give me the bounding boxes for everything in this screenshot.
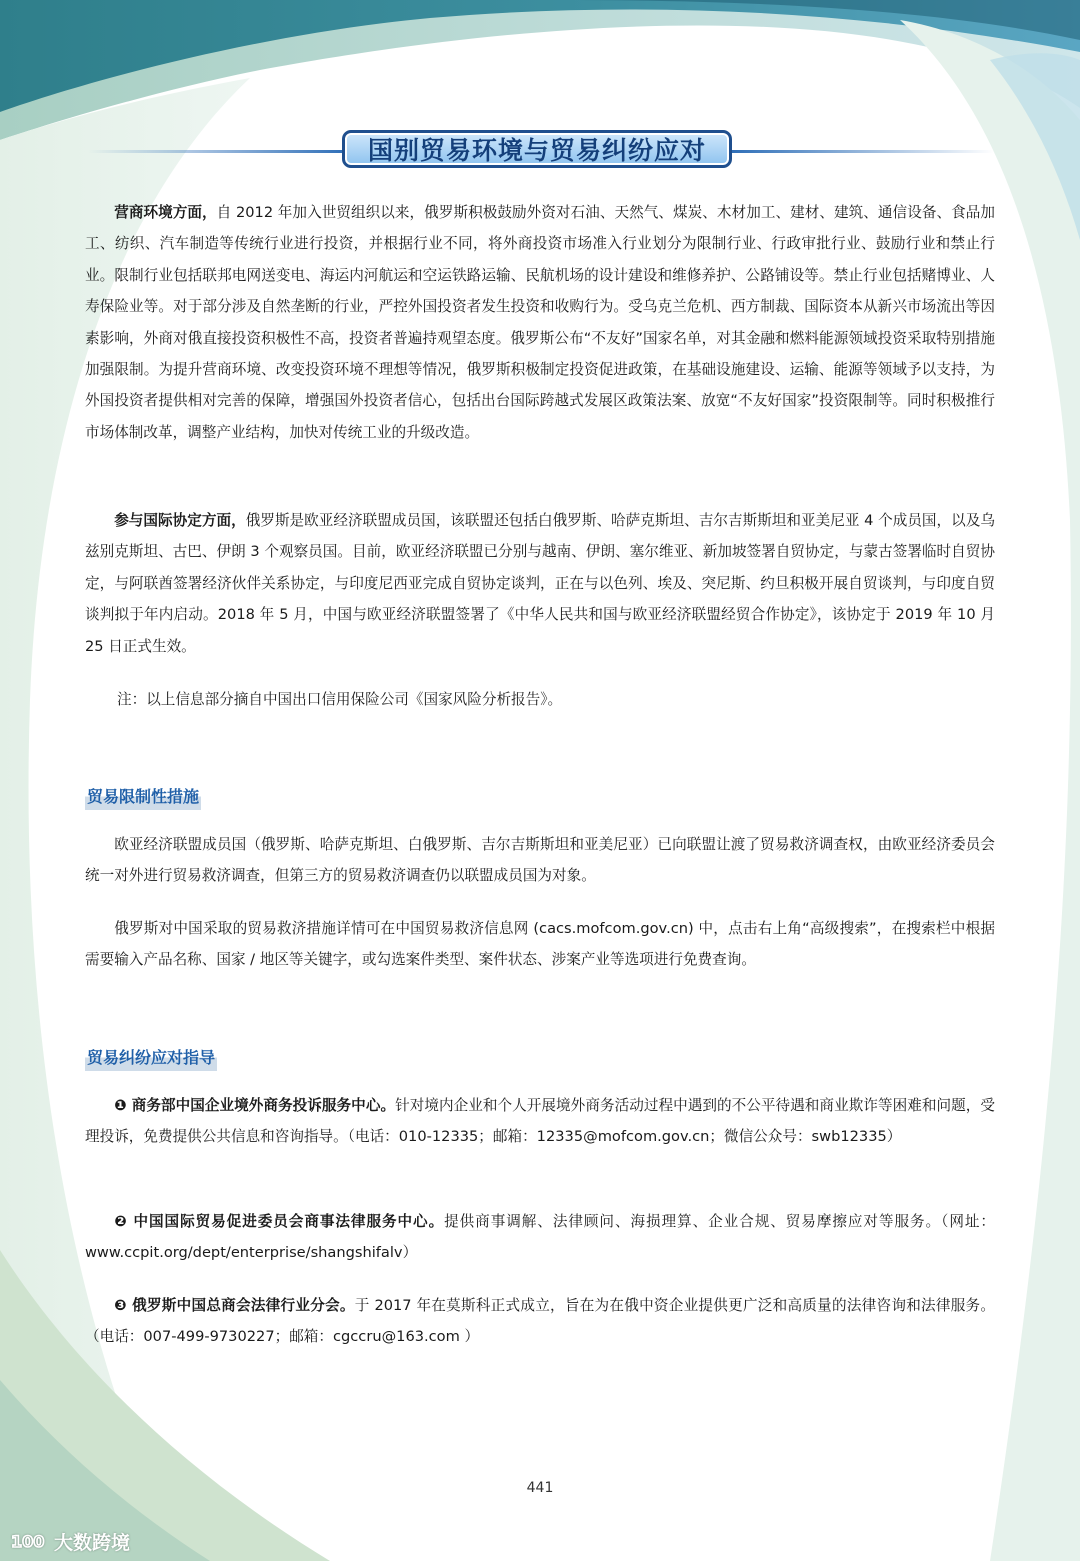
business-environment-paragraph: [85, 197, 995, 448]
dispute-item-1: [85, 1090, 995, 1153]
watermark: [10, 1526, 130, 1556]
watermark-logo-text: 100: [11, 1532, 45, 1551]
title-rule-left: [88, 150, 346, 153]
dispute-guidance-heading: 贸易纠纷应对指导: [85, 1043, 217, 1071]
watermark-brand: 大数跨境: [54, 1531, 131, 1554]
dispute-item-3-title: ❸ 俄罗斯中国总商会法律行业分会。: [114, 1297, 355, 1314]
dispute-item-3: [85, 1290, 995, 1353]
source-note: 注：以上信息部分摘自中国出口信用保险公司《国家风险分析报告》。: [117, 691, 563, 708]
dispute-item-2-title: ❷ 中国国际贸易促进委员会商事法律服务中心。: [114, 1213, 445, 1230]
dispute-item-1-title: ❶ 商务部中国企业境外商务投诉服务中心。: [114, 1097, 396, 1114]
dispute-item-3-text: 于 2017 年在莫斯科正式成立，旨在为在俄中资企业提供更广泛和高质量的法律咨询和法律服务。（电话：007-499-9730227；邮箱：cgccru@163.com ）: [85, 1297, 995, 1346]
intl-agreements-lead: 参与国际协定方面，: [114, 512, 246, 529]
trade-restrictions-paragraph-1: 欧亚经济联盟成员国（俄罗斯、哈萨克斯坦、白俄罗斯、吉尔吉斯斯坦和亚美尼亚）已向联盟让渡了贸易救济调查权，由欧亚经济委员会统一对外进行贸易救济调查，但第三方的贸易救济调查仍以联盟成员国为对象。: [85, 836, 995, 885]
watermark-logo-icon: [10, 1528, 50, 1554]
dispute-item-2-text: 提供商事调解、法律顾问、海损理算、企业合规、贸易摩擦应对等服务。（网址：www.ccpit.org/dept/enterprise/shangshifalv）: [85, 1213, 995, 1262]
intl-agreements-text: 俄罗斯是欧亚经济联盟成员国，该联盟还包括白俄罗斯、哈萨克斯坦、吉尔吉斯斯坦和亚美尼亚 4 个成员国，以及乌兹别克斯坦、古巴、伊朗 3 个观察员国。目前，欧亚经济联盟已分别与越南、伊朗、塞尔维亚、新加坡签署自贸协定，与蒙古签署临时自贸协定，与阿联酋签署经济伙伴关系协定，与印度尼西亚完成自贸协定谈判，正在与以色列、埃及、突尼斯、约旦积极开展自贸谈判，与印度自贸谈判拟于年内启动。2018 年 5 月，中国与欧亚经济联盟签署了《中华人民共和国与欧亚经济联盟经贸合作协定》，该协定于 2019 年 10 月 25 日正式生效。: [85, 512, 995, 655]
intl-agreements-paragraph: [85, 505, 995, 662]
business-environment-text: 自 2012 年加入世贸组织以来，俄罗斯积极鼓励外资对石油、天然气、煤炭、木材加工、建材、建筑、通信设备、食品加工、纺织、汽车制造等传统行业进行投资，并根据行业不同，将外商投资市场准入行业划分为限制行业、行政审批行业、鼓励行业和禁止行业。限制行业包括联邦电网送变电、海运内河航运和空运铁路运输、民航机场的设计建设和维修养护、公路铺设等。禁止行业包括赌博业、人寿保险业等。对于部分涉及自然垄断的行业，严控外国投资者发生投资和收购行为。受乌克兰危机、西方制裁、国际资本从新兴市场流出等因素影响，外商对俄直接投资积极性不高，投资者普遍持观望态度。俄罗斯公布“不友好”国家名单，对其金融和燃料能源领域投资采取特别措施加强限制。为提升营商环境、改变投资环境不理想等情况，俄罗斯积极制定投资促进政策，在基础设施建设、运输、能源等领域予以支持，为外国投资者提供相对完善的保障，增强国外投资者信心，包括出台国际跨越式发展区政策法案、放宽“不友好国家”投资限制等。同时积极推行市场体制改革，调整产业结构，加快对传统工业的升级改造。: [85, 204, 995, 441]
business-environment-lead: 营商环境方面，: [114, 204, 217, 221]
title-rule-right: [732, 150, 994, 153]
trade-restrictions-paragraph-2: 俄罗斯对中国采取的贸易救济措施详情可在中国贸易救济信息网 (cacs.mofcom.gov.cn) 中，点击右上角“高级搜索”，在搜索栏中根据需要输入产品名称、国家 / 地区等关键字，或勾选案件类型、案件状态、涉案产业等选项进行免费查询。: [85, 920, 995, 969]
trade-restrictions-heading: 贸易限制性措施: [85, 782, 201, 810]
page-title-banner: [0, 128, 1080, 174]
page-number: 441: [526, 1480, 554, 1496]
dispute-item-1-text: 针对境内企业和个人开展境外商务活动过程中遇到的不公平待遇和商业欺诈等困难和问题，受理投诉，免费提供公共信息和咨询指导。（电话：010-12335；邮箱：12335@mofcom.gov.cn；微信公众号：swb12335）: [85, 1097, 995, 1146]
page-title: 国别贸易环境与贸易纠纷应对: [342, 130, 732, 168]
dispute-item-2: [85, 1206, 995, 1269]
